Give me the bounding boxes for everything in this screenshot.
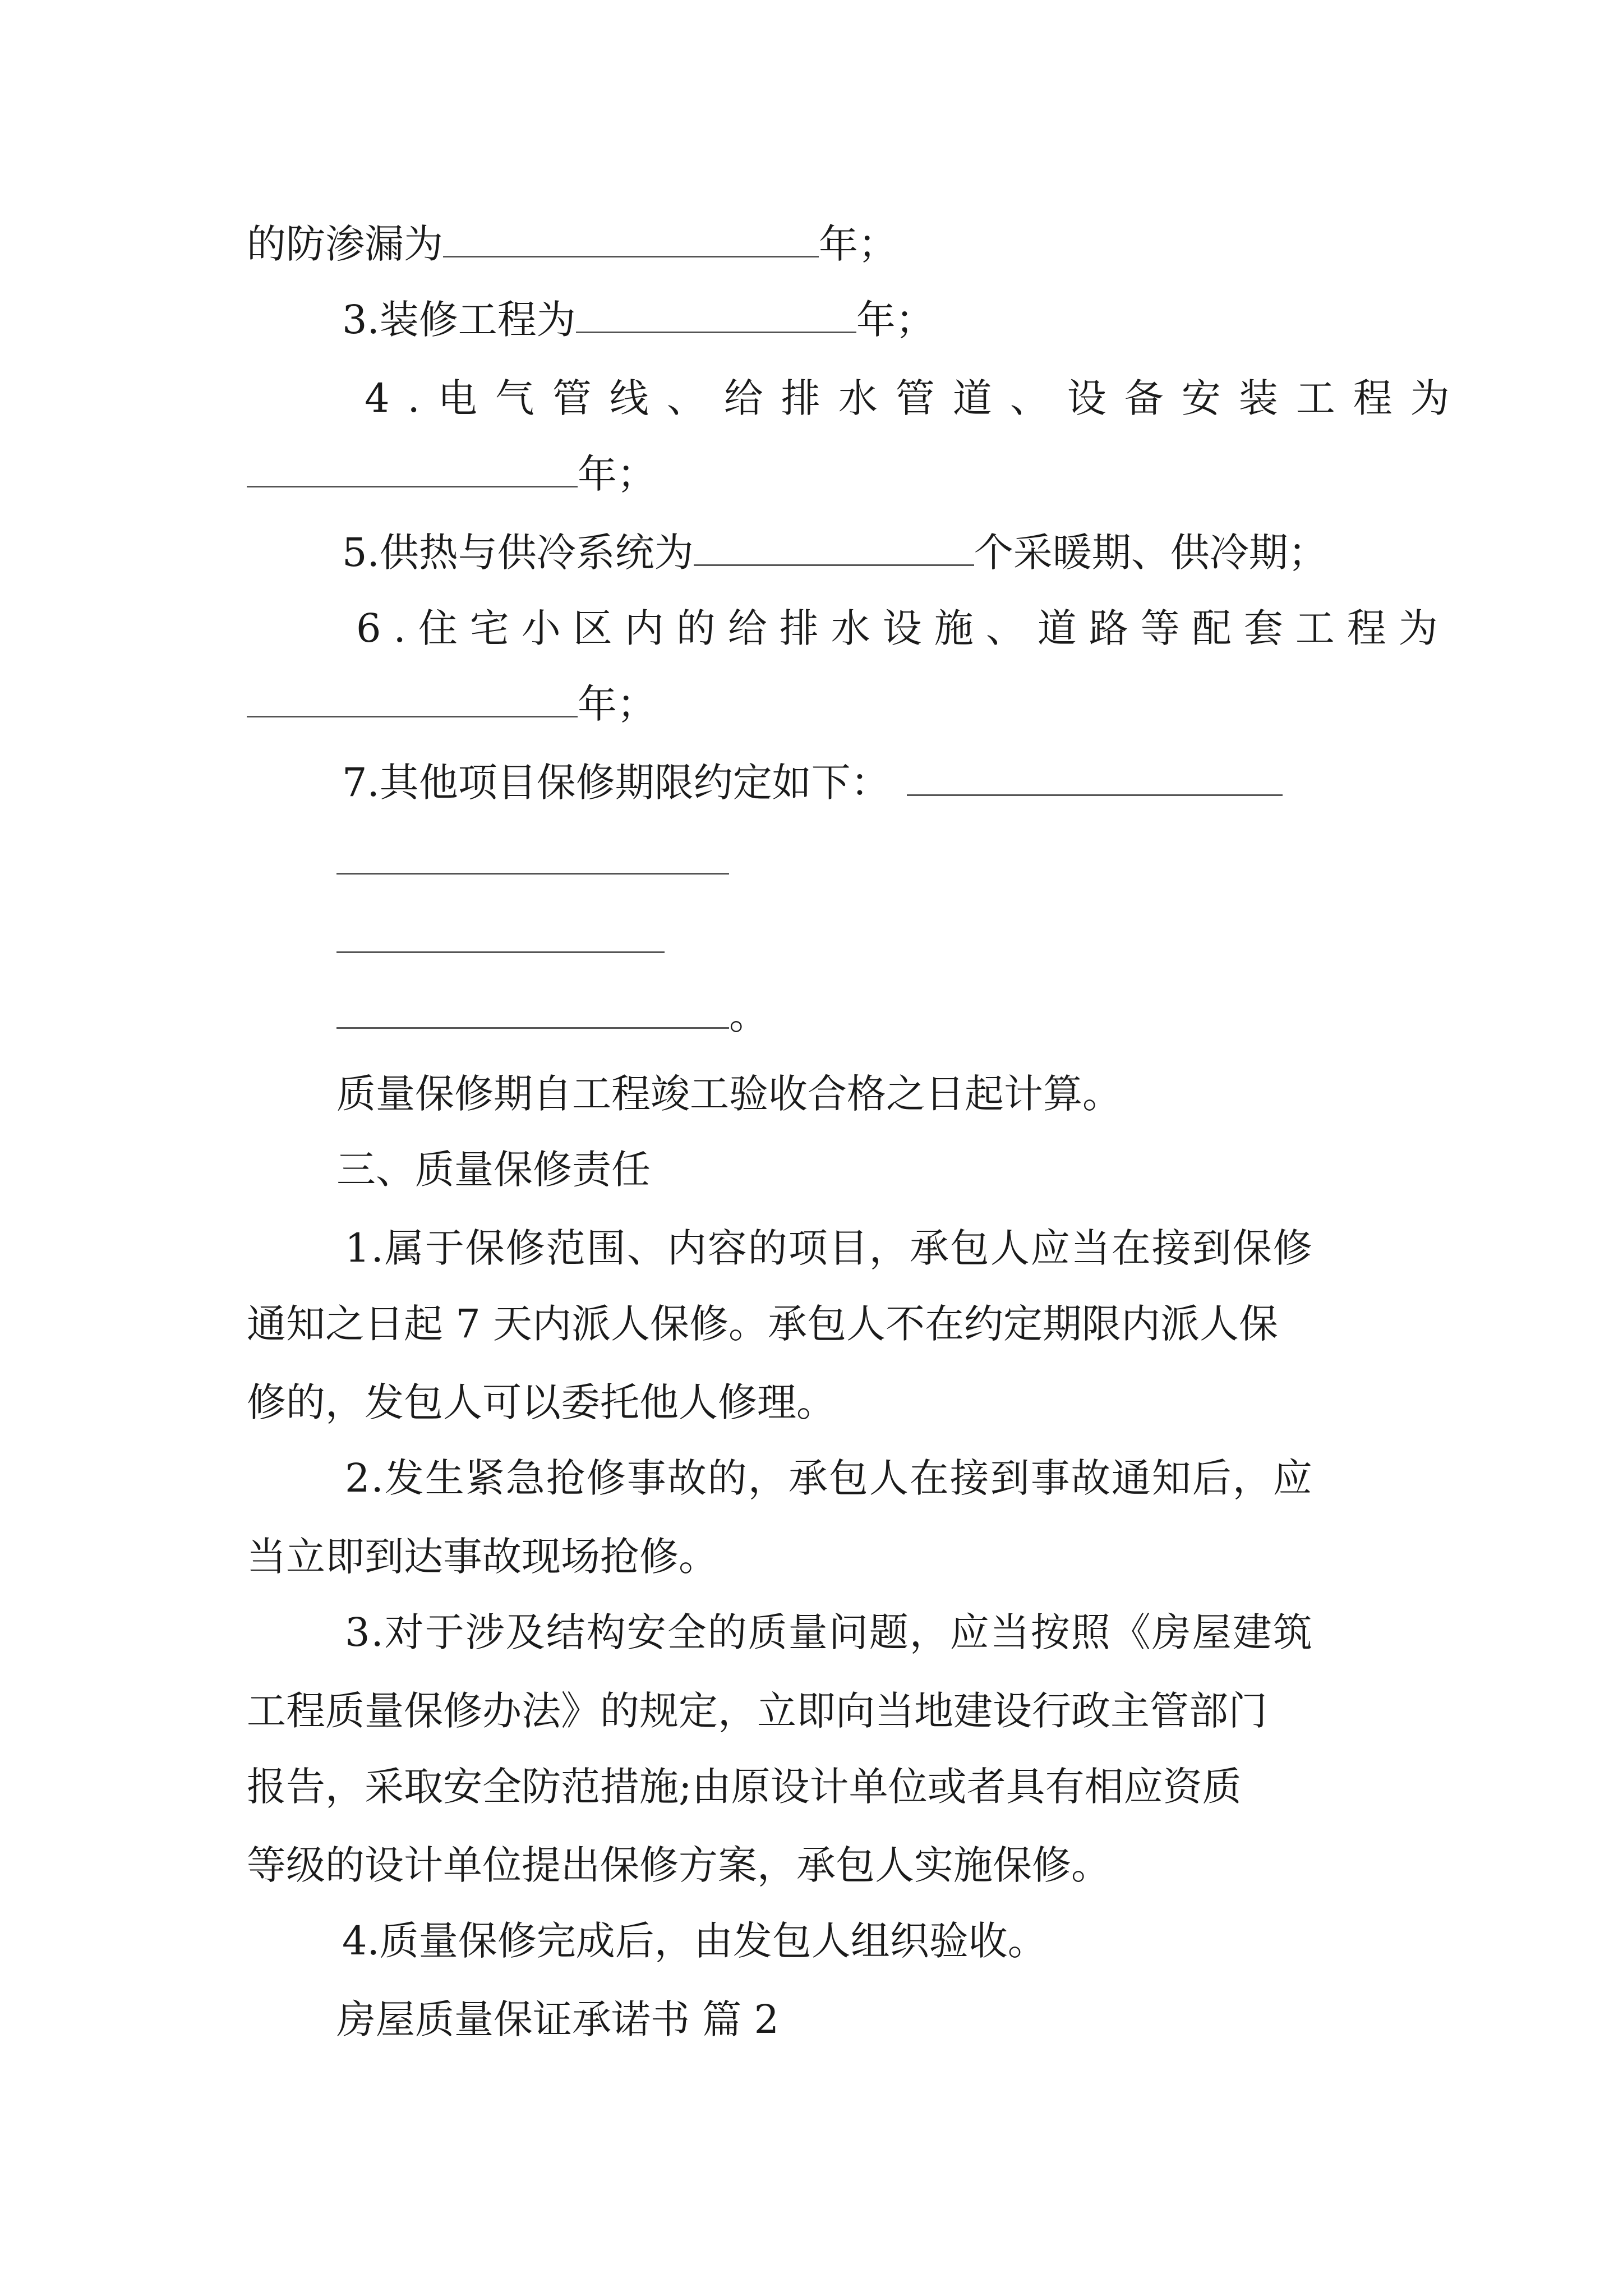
- line-text: 1.属于保修范围、内容的项目，承包人应当在接到保修: [345, 1225, 1313, 1271]
- line-text: 3.对于涉及结构安全的质量问题，应当按照《房屋建筑: [345, 1609, 1313, 1655]
- line-text: 工程质量保修办法》的规定，立即向当地建设行政主管部门: [247, 1688, 1267, 1734]
- line-text: 当立即到达事故现场抢修。: [247, 1534, 718, 1580]
- text-line: [247, 216, 897, 272]
- line-text: 4.电气管线、给排水管道、设备安装工程为: [365, 375, 1468, 421]
- text-line: [247, 446, 656, 502]
- fill-blank: [336, 912, 665, 953]
- fill-blank: [247, 447, 578, 487]
- line-text: 6.住宅小区内的给排水设施、道路等配套工程为: [356, 605, 1450, 651]
- text-line: [345, 1604, 1313, 1660]
- line-text: 通知之日起 7 天内派人保修。承包人不在约定期限内派人保: [247, 1301, 1279, 1347]
- line-text: 2.发生紧急抢修事故的，承包人在接到事故通知后，应: [345, 1455, 1313, 1501]
- text-line: [336, 987, 768, 1043]
- fill-blank: [247, 677, 578, 717]
- fill-blank: [907, 755, 1283, 796]
- text-line: [247, 1529, 718, 1585]
- fill-blank: [576, 292, 856, 333]
- text-line: [365, 370, 1468, 426]
- section-heading: [336, 1142, 651, 1198]
- fill-blank: [336, 834, 729, 875]
- line-text: 质量保修期自工程竣工验收合格之日起计算。: [336, 1071, 1122, 1117]
- text-line: [247, 1837, 1110, 1893]
- text-line: [342, 524, 1327, 581]
- line-text: 年；: [819, 221, 897, 267]
- line-text: 修的，发包人可以委托他人修理。: [247, 1379, 836, 1425]
- text-line: [345, 1450, 1313, 1506]
- line-text: 等级的设计单位提出保修方案，承包人实施保修。: [247, 1842, 1110, 1888]
- line-text: 年；: [578, 451, 656, 497]
- line-text: 个采暖期、供冷期；: [974, 530, 1327, 576]
- line-text: 。: [729, 992, 768, 1038]
- text-line: [247, 1759, 1242, 1815]
- text-line: [342, 292, 935, 348]
- text-line: [356, 600, 1450, 656]
- section-title: [336, 1991, 779, 2047]
- line-text: 4.质量保修完成后，由发包人组织验收。: [342, 1918, 1047, 1964]
- line-text: 年；: [578, 681, 656, 727]
- line-text: 三、质量保修责任: [336, 1147, 651, 1193]
- text-line: [342, 754, 1283, 811]
- line-text: 年；: [856, 297, 935, 343]
- text-line: [336, 1066, 1122, 1122]
- text-line: [336, 833, 729, 889]
- fill-blank: [694, 525, 974, 566]
- text-line: [336, 912, 665, 968]
- line-text: 报告，采取安全防范措施;由原设计单位或者具有相应资质: [247, 1764, 1242, 1810]
- line-text: 3.装修工程为: [342, 297, 576, 343]
- text-line: [345, 1220, 1313, 1276]
- line-text: 房屋质量保证承诺书 篇 2: [336, 1996, 780, 2042]
- fill-blank: [336, 988, 729, 1029]
- text-line: [247, 1296, 1278, 1352]
- line-text: 7.其他项目保修期限约定如下：: [342, 760, 890, 806]
- text-line: [247, 1683, 1267, 1739]
- text-line: [342, 1913, 1047, 1969]
- text-line: [247, 676, 656, 732]
- text-line: [247, 1374, 836, 1430]
- fill-blank: [443, 217, 819, 257]
- line-text: 5.供热与供冷系统为: [342, 530, 694, 576]
- line-text: 的防渗漏为: [247, 221, 443, 267]
